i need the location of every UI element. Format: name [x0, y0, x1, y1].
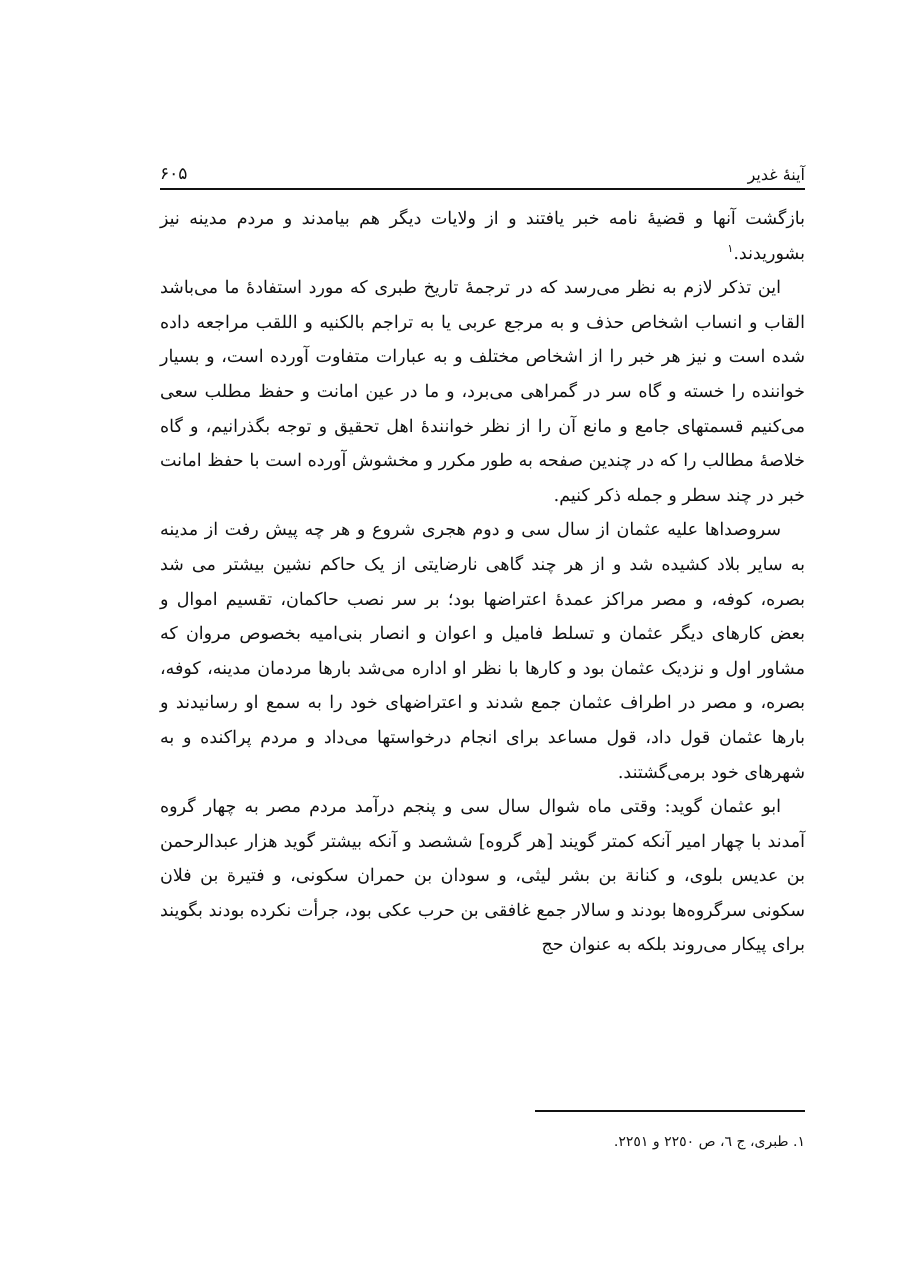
footnote-separator [535, 1110, 805, 1112]
page-number: ۶۰۵ [160, 164, 188, 184]
book-page [160, 140, 805, 1250]
footnote: ١. طبرى، ج ٦، ص ٢٢٥٠ و ٢٢٥١. [613, 1134, 805, 1150]
paragraph-4: ابو عثمان گويد: وقتى ماه شوال سال سى و پنجم درآمد مردم مصر به چهار گروه آمدند با چهار امير آنكه كمتر گويند [هر گروه] ششصد و آنكه بيشتر گويد هزار عبدالرحمن بن عديس بلوى، و كنانة بن بشر ليثى، و سودان بن حمران سكونى، و فتيرة بن فلان سكونى سرگروه‌ها بودند و سالار جمع غافقى بن حرب عكى بود، جرأت نكرده بودند بگويند براى پيكار مى‌روند بلكه به عنوان حج [160, 797, 805, 956]
paragraph-1 [160, 202, 805, 271]
paragraph-3: سروصداها عليه عثمان از سال سى و دوم هجرى شروع و هر چه پيش رفت از مدينه به ساير بلاد كشيده شد و از هر چند گاهى نارضايتى از يک حاكم نشين بيشتر مى شد بصره، كوفه، و مصر مراكز عمدهٔ اعتراضها بود؛ بر سر نصب حاكمان، تقسيم اموال و بعض كارهاى ديگر عثمان و تسلط فاميل و اعوان و انصار بنى‌اميه بخصوص مروان كه مشاور اول و نزديک عثمان بود و كارها با نظر او اداره مى‌شد بارها مردمان مدينه، كوفه، بصره، و مصر در اطراف عثمان جمع شدند و اعتراضهاى خود را به سمع او رسانيدند و بارها عثمان قول داد، قول مساعد براى انجام درخواستها مى‌داد و مردم پراكنده و به شهرهاى خود برمى‌گشتند. [160, 520, 805, 783]
paragraph-2: اين تذكر لازم به نظر مى‌رسد كه در ترجمهٔ تاريخ طبرى كه مورد استفادهٔ ما مى‌باشد القاب و انساب اشخاص حذف و به مرجع عربى يا به تراجم بالكنيه و اللقب مراجعه داده شده است و نيز هر خبر را از اشخاص مختلف و به عبارات متفاوت آورده است، و بسيار خواننده را خسته و گاه سر در گمراهى مى‌برد، و ما در عين امانت و حفظ مطلب سعى مى‌كنيم قسمتهاى جامع و مانع آن را از نظر خوانندهٔ اهل تحقيق و توجه بگذرانيم، و گاه خلاصهٔ مطالب را كه در چندين صفحه به طور مكرر و مخشوش آورده است با حفظ امانت خبر در چند سطر و جمله ذكر كنيم. [160, 278, 805, 506]
body-text [160, 202, 805, 963]
running-header [160, 150, 805, 190]
paragraph-text: بازگشت آنها و قضيهٔ نامه خبر يافتند و از ولايات ديگر هم بيامدند و مردم مدينه نيز بشوريدند. [160, 209, 805, 264]
footnote-reference: ١ [727, 241, 734, 255]
header-title: آينهٔ غدير [747, 165, 805, 184]
